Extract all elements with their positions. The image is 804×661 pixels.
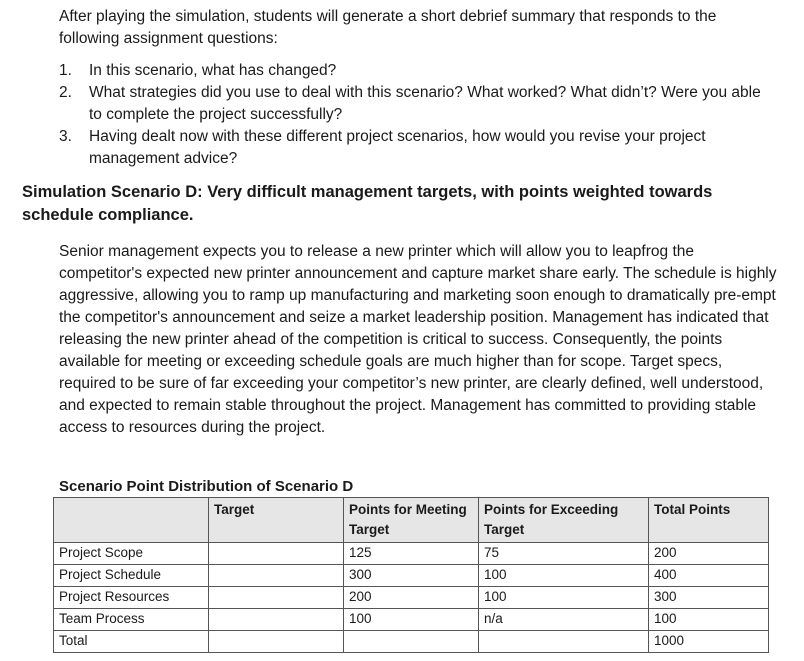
list-item-number: 1.	[59, 62, 72, 79]
intro-paragraph: After playing the simulation, students will generate a short debrief summary that responds to the following assignment questions:	[59, 8, 717, 47]
scenario-description: Senior management expects you to release a new printer which will allow you to leapfrog the competitor's expected new printer announcement and capture market share early. The schedule is highly aggressive, allowing you to ramp up manufacturing and marketing soon enough to dramatically pre-empt the competitor's announcement and seize a market leadership position. Management has indicated that releasing the new printer ahead of the competition is critical to success. Consequently, the points available for meeting or exceeding schedule goals are much higher than for scope. Target specs, required to be sure of far exceeding your competitor’s new printer, are clearly defined, well understood, and expected to remain stable throughout the project. Management has committed to providing stable access to resources during the project.	[59, 243, 777, 436]
table-cell	[209, 543, 344, 565]
list-item	[59, 126, 769, 170]
table-cell	[344, 631, 479, 653]
table-cell: 400	[649, 565, 769, 587]
table-row	[54, 609, 769, 631]
table-cell: Project Schedule	[54, 565, 209, 587]
list-item-number: 2.	[59, 84, 72, 101]
table-row	[54, 543, 769, 565]
table-cell: 75	[479, 543, 649, 565]
header-cell: Points for Meeting Target	[344, 498, 479, 543]
list-item-text: What strategies did you use to deal with this scenario? What worked? What didn’t? Were you able to complete the project successfully?	[89, 84, 761, 123]
header-cell: Total Points	[649, 498, 769, 543]
table-cell: 300	[649, 587, 769, 609]
point-distribution-table	[53, 497, 769, 653]
list-item	[59, 60, 769, 82]
table-cell: 200	[649, 543, 769, 565]
table-cell	[209, 565, 344, 587]
table-row	[54, 565, 769, 587]
list-item-text: Having dealt now with these different project scenarios, how would you revise your project management advice?	[89, 128, 706, 167]
scenario-heading: Simulation Scenario D: Very difficult management targets, with points weighted towards schedule compliance.	[22, 183, 713, 224]
table-row	[54, 587, 769, 609]
table-cell	[209, 631, 344, 653]
table-cell: 100	[479, 587, 649, 609]
table-cell: Total	[54, 631, 209, 653]
table-cell: 100	[479, 565, 649, 587]
header-cell	[54, 498, 209, 543]
question-list	[59, 60, 769, 170]
table-cell: 100	[649, 609, 769, 631]
table-cell: Team Process	[54, 609, 209, 631]
header-cell: Points for Exceeding Target	[479, 498, 649, 543]
table-cell: 200	[344, 587, 479, 609]
table-caption: Scenario Point Distribution of Scenario D	[59, 478, 354, 495]
table-cell: 1000	[649, 631, 769, 653]
table-cell	[479, 631, 649, 653]
table-header-row	[54, 498, 769, 543]
list-item	[59, 82, 769, 126]
table-row-total	[54, 631, 769, 653]
list-item-number: 3.	[59, 128, 72, 145]
table-cell	[209, 587, 344, 609]
table-cell: 100	[344, 609, 479, 631]
header-cell: Target	[209, 498, 344, 543]
list-item-text: In this scenario, what has changed?	[89, 62, 337, 79]
table-cell: 300	[344, 565, 479, 587]
table-cell: n/a	[479, 609, 649, 631]
table-cell: Project Scope	[54, 543, 209, 565]
table-cell: Project Resources	[54, 587, 209, 609]
table-cell: 125	[344, 543, 479, 565]
table-cell	[209, 609, 344, 631]
